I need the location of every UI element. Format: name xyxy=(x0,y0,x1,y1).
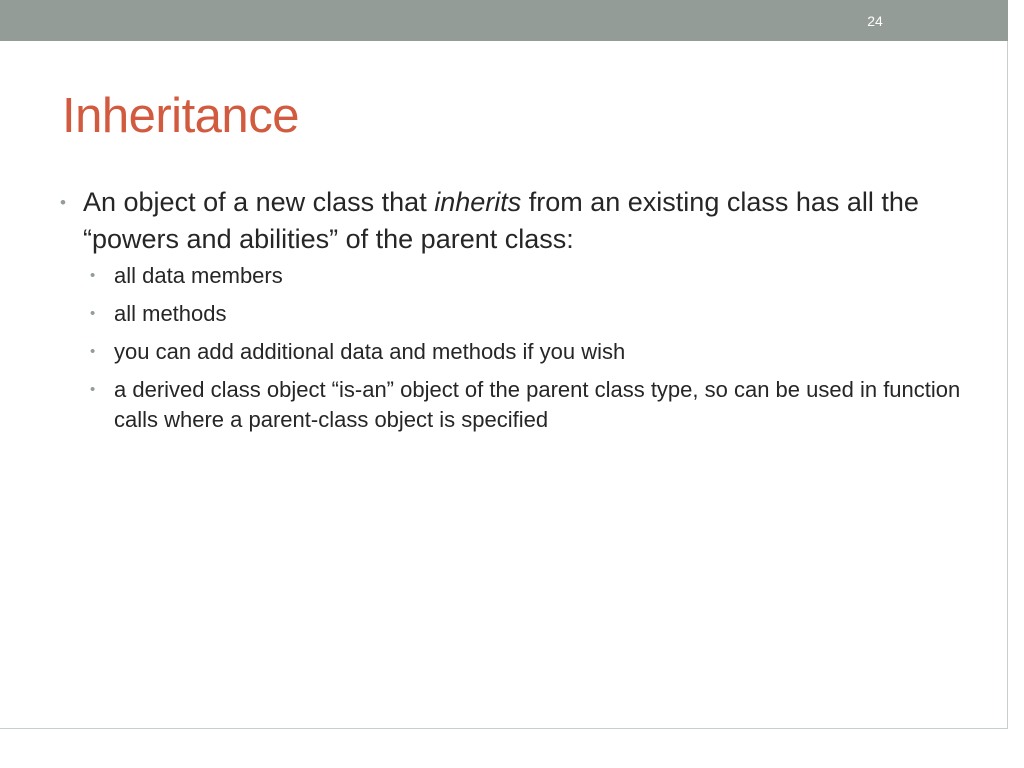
sub-bullet-item xyxy=(60,375,980,435)
bullet-dot-icon: • xyxy=(90,267,96,284)
slide-title: Inheritance xyxy=(62,89,299,143)
main-bullet xyxy=(60,184,980,258)
sub-bullet-text: all methods xyxy=(114,301,227,326)
right-border xyxy=(1007,41,1008,729)
bullet-dot-icon: • xyxy=(90,305,96,322)
main-bullet-text-before: An object of a new class that xyxy=(83,187,435,217)
sub-bullet-text: you can add additional data and methods if you wish xyxy=(114,339,626,364)
bullet-dot-icon: • xyxy=(90,343,96,360)
main-bullet-emphasis: inherits xyxy=(434,187,522,217)
slide-number: 24 xyxy=(867,13,883,29)
bullet-dot-icon: • xyxy=(60,193,66,212)
sub-bullet-text: a derived class object “is-an” object of the parent class type, so can be used in function calls where a parent-class object is specified xyxy=(114,377,961,432)
top-bar xyxy=(0,0,1008,41)
bottom-border xyxy=(0,728,1008,729)
main-bullet-text-after: from an existing class has all the “powers and abilities” of the parent class: xyxy=(83,187,919,254)
sub-bullet-item xyxy=(60,299,980,329)
sub-bullet-item xyxy=(60,337,980,367)
bullet-dot-icon: • xyxy=(90,381,96,398)
sub-bullet-item xyxy=(60,261,980,291)
slide-content xyxy=(60,184,980,443)
sub-bullet-list xyxy=(60,261,980,435)
sub-bullet-text: all data members xyxy=(114,263,283,288)
